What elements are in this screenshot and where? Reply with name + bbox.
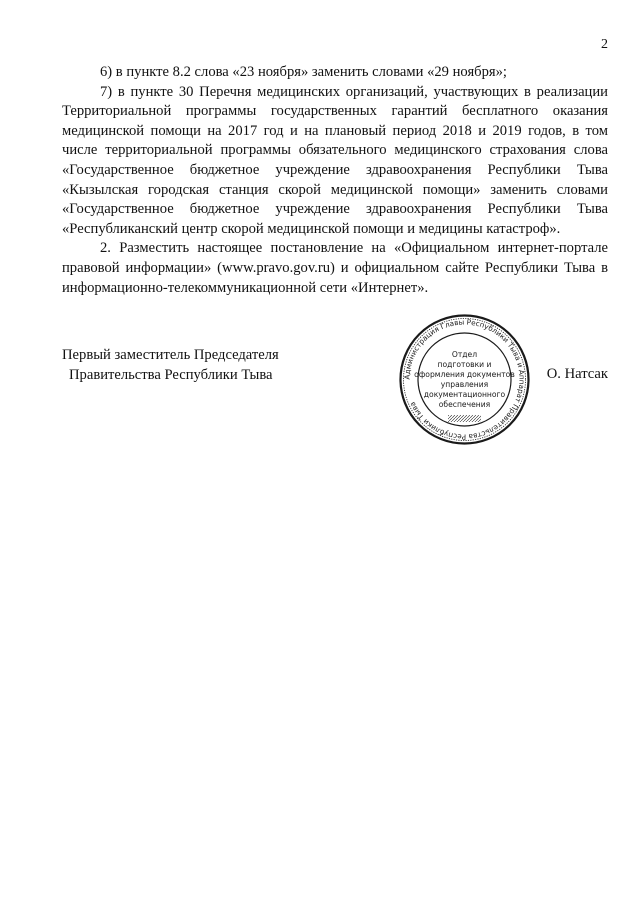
paragraph-item-7: 7) в пункте 30 Перечня медицинских организаций, участвующих в реализации Территориальной программы государственных гарантий бесплатного оказания медицинской помощи на 2017 год и на плановый период 2018 и 2019 годов, в том числе территориальной программы обязательного медицинского страхования слова «Государственное бюджетное учреждение здравоохранения Республики Тыва «Кызылская городская станция скорой медицинской помощи» заменить словами «Государственное бюджетное учреждение здравоохранения Республики Тыва «Республиканский центр скорой медицинской помощи и медицины катастроф».	[62, 83, 608, 237]
signatory-title	[62, 345, 302, 385]
signatory-name: О. Натсак	[546, 366, 608, 382]
paragraph-publication: 2. Разместить настоящее постановление на «Официальном интернет-портале правовой информации» (www.pravo.gov.ru) и официальном сайте Республики Тыва в информационно-телекоммуникационной сети «Интернет».	[62, 240, 608, 296]
seal-ring-text: Администрация Главы Республики Тыва и Аппарат Правительства Республики Тыва	[402, 317, 527, 442]
seal-center-line: Отдел	[451, 350, 478, 359]
seal-center-line: управления	[440, 380, 489, 389]
seal-center-text	[414, 350, 515, 409]
seal-center-line: оформления документов	[414, 370, 515, 379]
paragraph-item-6: 6) в пункте 8.2 слова «23 ноября» заменить словами «29 ноября»;	[100, 64, 507, 80]
signatory-title-line1: Первый заместитель Председателя	[62, 347, 279, 363]
official-seal-graphic	[398, 313, 531, 446]
official-seal	[398, 313, 531, 446]
seal-center-line: подготовки и	[437, 360, 492, 369]
page-number: 2	[601, 37, 608, 52]
seal-center-line: документационного	[423, 390, 506, 399]
signatory-title-line2: Правительства Республики Тыва	[69, 367, 273, 383]
document-body	[62, 63, 608, 298]
seal-hatched-mark	[448, 415, 481, 422]
seal-center-line: обеспечения	[438, 400, 491, 409]
